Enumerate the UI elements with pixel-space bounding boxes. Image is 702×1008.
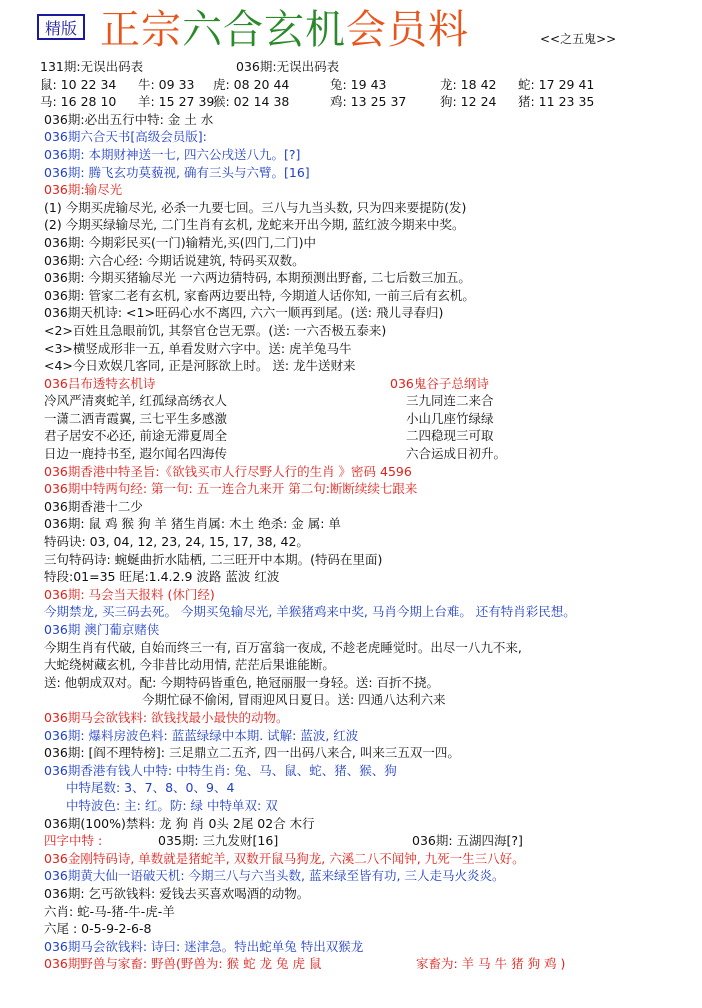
heaven-book-heading: 036期六合天书[高级会员版]:: [44, 129, 207, 145]
lubu-poem-line: 君子居安不必还, 前途无滞夏周全: [44, 428, 227, 444]
zodiac-cell: 马: 16 28 10: [40, 94, 117, 110]
text-line: 036期: 管家二老有玄机, 家畜两边要出特, 今期道人话你知, 一前三后有玄机。: [44, 287, 475, 303]
poem-row: [44, 427, 694, 445]
four-char-036: 036期: 五湖四海[?]: [412, 833, 523, 849]
table-title-036: 036期:无误出码表: [236, 59, 340, 74]
text-line: 036期: 今期买猪输尽光 一六两边猜特码, 本期预测出野畜, 二七后数三加五。: [44, 270, 471, 286]
edition-badge: 精版: [37, 14, 85, 40]
horse-club-money-line: 036期马会欲钱料: 欲钱找最小最快的动物。: [44, 709, 289, 725]
zodiac-cell: 猴: 02 14 38: [213, 94, 290, 110]
title-part-2: 六合玄机: [182, 7, 346, 53]
six-zodiac-line: 六肖: 蛇-马-猪-牛-虎-羊: [44, 903, 175, 919]
lose-all-line-2: (2) 今期买绿输尽光, 二门生肖有玄机, 龙蛇来开出今期, 蓝红波今期来中奖。: [44, 217, 465, 233]
table-title-row: [40, 58, 694, 76]
lubu-poem-heading: 036吕布透特玄机诗: [44, 375, 156, 391]
two-sentence-line: 036期中特两句经: 第一句: 五一连合九来开 第二句:断断续续七跟来: [44, 481, 418, 497]
heaven-book-line-2: 036期: 腾飞玄功莫藐视, 确有三头与六臂。[16]: [44, 164, 310, 180]
text-line: 今期忙碌不偷闲, 冒雨迎风日夏日。送: 四通八达利六来: [142, 692, 446, 708]
heaven-poem-line-2: <2>百姓且急眼前饥, 其祭官仓岂无票。(送: 一六否极五泰来): [44, 322, 387, 338]
poem-row: [44, 445, 694, 463]
guiguzi-poem-line: 小山几座竹绿绿: [406, 410, 494, 426]
beasts-livestock-row: [44, 955, 694, 973]
poem-headings: [44, 375, 694, 393]
four-char-label: 四字中特 :: [44, 833, 103, 849]
livestock-text: 家畜为: 羊 马 牛 猪 狗 鸡 ): [416, 956, 566, 972]
wave-color-line: 036期: 爆料房波色料: 蓝蓝绿绿中本期. 试解: 蓝波, 红波: [44, 727, 359, 743]
lubu-poem-line: 一潇二洒青霞翼, 三七平生多感激: [44, 410, 227, 426]
four-char-035: 035期: 三九发财[16]: [158, 833, 279, 849]
guiguzi-poem-heading: 036鬼谷子总纲诗: [390, 375, 489, 391]
zodiac-cell: 兔: 19 43: [330, 76, 387, 92]
text-line: 036期: [阎不理特榜]: 三足鼎立二五齐, 四一出码八来合, 叫来三五双一四。: [44, 745, 460, 761]
vajra-poem-line: 036金刚特码诗, 单数就是猪蛇羊, 双数开鼠马狗龙, 六溪二八不闻钟, 九死一生三八好。: [44, 850, 525, 866]
zodiac-cell: 狗: 12 24: [440, 94, 497, 110]
wild-beasts-text: 036期野兽与家畜: 野兽(野兽为: 猴 蛇 龙 兔 虎 鼠: [44, 956, 322, 972]
zodiac-number-row-2: [40, 93, 694, 111]
four-char-row: [44, 832, 694, 850]
text-line: 今期生肖有代破, 自始而终三一有, 百万富翁一夜成, 不趁老虎睡觉时。出尽一八九不来,: [44, 639, 522, 655]
rich-man-line: 036期香港有钱人中特: 中特生肖: 兔、马、鼠、蛇、猪、猴、狗: [44, 762, 397, 778]
page-title: [100, 0, 469, 60]
zodiac-cell: 鼠: 10 22 34: [40, 76, 117, 92]
text-line: 036期: 鼠 鸡 猴 狗 羊 猪生肖属: 木土 绝杀: 金 属: 单: [44, 516, 341, 532]
guiguzi-poem-line: 二四稳现三可取: [406, 428, 494, 444]
lubu-poem-line: 冷风严清爽蛇羊, 红孤绿高绣衣人: [44, 393, 227, 409]
wave-color-special-line: 中特波色: 主: 红。防: 绿 中特单双: 双: [66, 797, 278, 813]
title-part-1: 正宗: [100, 7, 182, 53]
zodiac-cell: 牛: 09 33: [138, 76, 195, 92]
horse-club-poem-line: 036期马会欲钱料: 诗曰: 迷津急。特出蛇单兔 特出双猴龙: [44, 938, 364, 954]
hk-decree-line: 036期香港中特圣旨:《欲钱买市人行尽野人行的生肖 》密码 4596: [44, 463, 412, 479]
poem-row: [44, 410, 694, 428]
zodiac-cell: 鸡: 13 25 37: [330, 94, 407, 110]
five-elements-line: 036期:必出五行中特: 金 土 水: [44, 111, 214, 127]
title-part-3: 会员料: [346, 7, 469, 53]
poem-row: [44, 392, 694, 410]
text-line: 036期: 今期彩民买(一门)输精光,买(四门,二门)中: [44, 234, 316, 250]
wong-tai-sin-line: 036期黄大仙一语破天机: 今期三八与六当头数, 蓝来绿至皆有功, 三人走马火炎炎。: [44, 868, 505, 884]
forbidden-material-line: 036期(100%)禁料: 龙 狗 肖 0头 2尾 02合 木行: [44, 815, 315, 831]
text-line: 大蛇绕树藏玄机, 今非昔比动用情, 茫茫后果谁能断。: [44, 657, 335, 673]
text-line: 036期: 六合心经: 今期话说建筑, 特码买双数。: [44, 252, 305, 268]
beggar-line: 036期: 乞丐欲钱料: 爱钱去买喜欢喝酒的动物。: [44, 885, 310, 901]
zodiac-cell: 虎: 08 20 44: [213, 76, 290, 92]
text-line: 特段:01=35 旺尾:1.4.2.9 波路 蓝波 红波: [44, 569, 280, 585]
zodiac-number-row-1: [40, 76, 694, 94]
hk-twelve-heading: 036期香港十二少: [44, 498, 143, 514]
guiguzi-poem-line: 六合运成日初升。: [406, 446, 507, 462]
six-tail-line: 六尾 : 0-5-9-2-6-8: [44, 921, 152, 937]
heaven-poem-line-4: <4>今日欢娱几客同, 正是河豚欲上时。 送: 龙牛送财来: [44, 358, 356, 374]
table-title-131: 131期:无误出码表: [40, 59, 144, 74]
heaven-poem-line-1: 036期天机诗: <1>旺码心水不离四, 六六一顺再到尾。(送: 飛儿寻春归): [44, 305, 444, 321]
heaven-book-line-1: 036期: 本期财神送一七, 四六公戌送八九。[?]: [44, 146, 301, 162]
lubu-poem-line: 日边一鹿持书至, 遐尔闻名四海传: [44, 446, 227, 462]
page-header: [0, 0, 702, 62]
content-body: [40, 58, 694, 973]
tail-number-line: 中特尾数: 3、7、8、0、9、4: [66, 780, 235, 796]
lose-all-heading: 036期:输尽光: [44, 182, 123, 198]
horse-club-heading: 036期: 马会当天报料 (休门经): [44, 586, 215, 602]
macau-heading: 036期 澳门葡京赌侠: [44, 622, 160, 637]
author-signature: <<之五鬼>>: [540, 32, 617, 46]
guiguzi-poem-line: 三九同连二来合: [406, 393, 494, 409]
zodiac-cell: 羊: 15 27 39: [138, 94, 215, 110]
zodiac-cell: 龙: 18 42: [440, 76, 497, 92]
heaven-poem-line-3: <3>横竖成形非一五, 单看发财六字中。送: 虎羊兔马牛: [44, 340, 352, 356]
forbidden-line: 今期禁龙, 买三码去死。 今期买兔输尽光, 羊猴猪鸡来中奖, 马肖今期上台难。 还有特肖彩民想。: [44, 604, 576, 620]
text-line: 三句特码诗: 蜿蜒曲折水陆栖, 二三旺开中本期。(特码在里面): [44, 551, 383, 567]
zodiac-cell: 猪: 11 23 35: [518, 94, 595, 110]
special-code-line: 特码诀: 03, 04, 12, 23, 24, 15, 17, 38, 42。: [44, 534, 309, 550]
text-line: 送: 他朝成双对。配: 今期特码皆重色, 艳冠丽服一身轻。送: 百折不挠。: [44, 674, 440, 690]
lose-all-line-1: (1) 今期买虎输尽光, 必杀一九要七回。三八与九当头数, 只为四来要提防(发): [44, 199, 467, 215]
zodiac-cell: 蛇: 17 29 41: [518, 76, 595, 92]
